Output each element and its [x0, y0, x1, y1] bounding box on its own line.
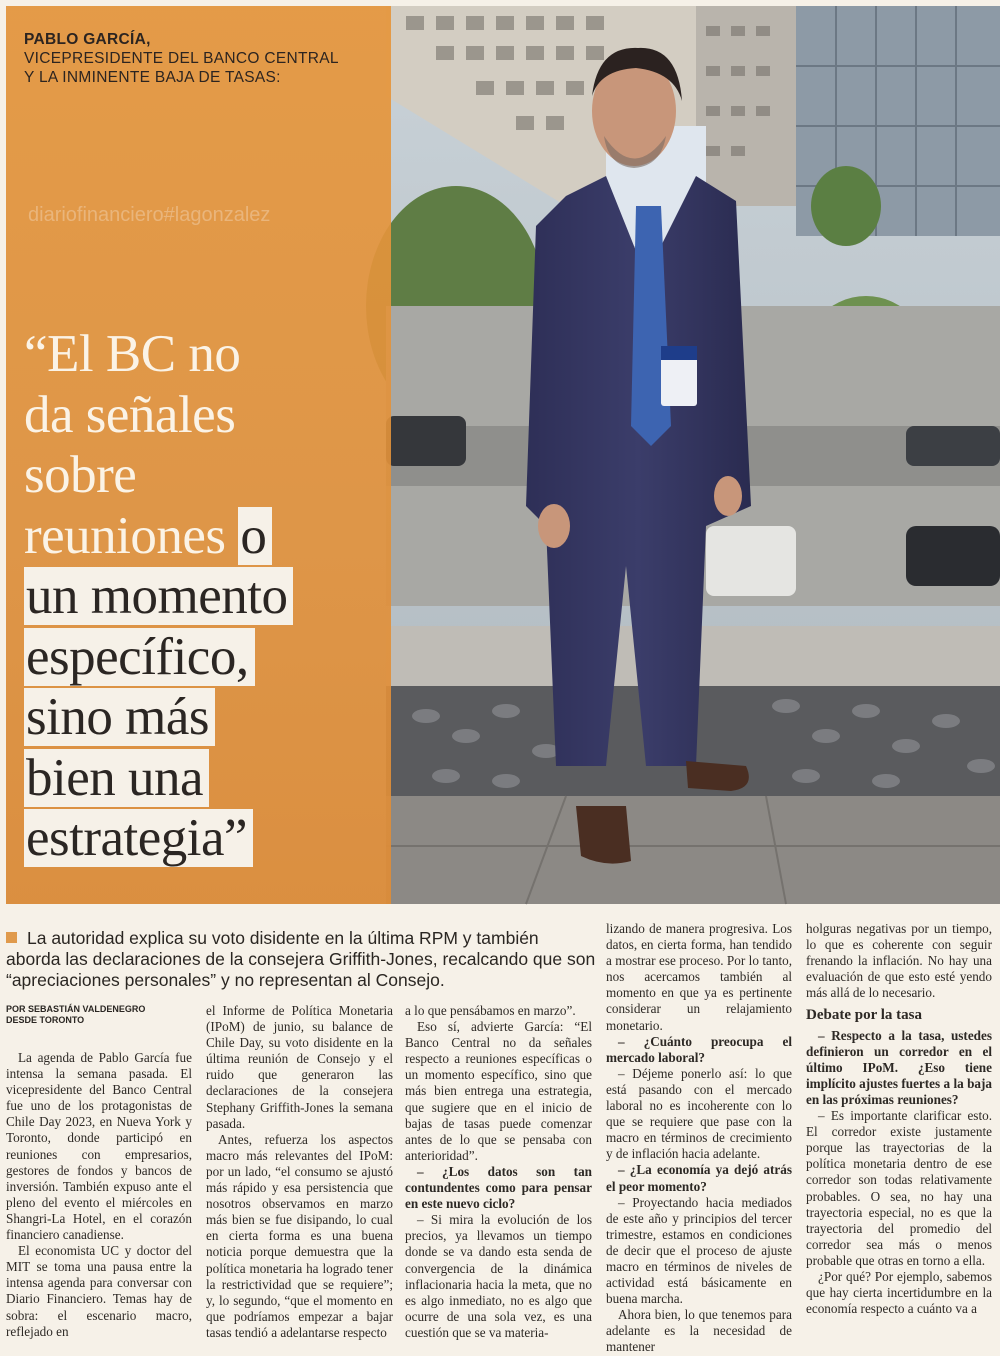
body-column-2: [206, 1003, 393, 1340]
headline-line: bien una: [24, 749, 209, 807]
byline-location: DESDE TORONTO: [6, 1015, 85, 1025]
paragraph: ¿Por qué? Por ejemplo, sabemos que hay cierta incertidumbre en la economía respecto a cuánto va a: [806, 1268, 992, 1317]
interviewee-role: VICEPRESIDENTE DEL BANCO CENTRAL: [24, 50, 339, 67]
paragraph: el Informe de Política Monetaria (IPoM) de junio, su balance de Chile Day, su voto disidente en la última reunión de Consejo y el ruido que generaron las declaraciones de la consejera Stephany Griffith-Jones la semana pasada.: [206, 1003, 393, 1131]
interview-answer: – Déjeme ponerlo así: lo que está pasando con el mercado laboral no es incoherente con lo que se requiere que pase con la macro en términos de crecimiento y de inflación hacia adelante.: [606, 1065, 792, 1162]
interviewee-name: PABLO GARCÍA,: [24, 31, 151, 48]
headline-line: sobre: [24, 446, 137, 504]
headline-line: [24, 506, 404, 567]
interview-question: – ¿Cuánto preocupa el mercado laboral?: [606, 1033, 792, 1065]
headline-line: sino más: [24, 688, 215, 746]
headline-line: estrategia”: [24, 809, 253, 867]
interview-question: – ¿Los datos son tan contundentes como para pensar en este nuevo ciclo?: [405, 1163, 592, 1212]
dek-text: La autoridad explica su voto disidente en la última RPM y también aborda las declaraciones de la consejera Griffith-Jones, recalcando que son “apreciaciones personales” y no representan al Consejo.: [6, 928, 596, 990]
paragraph: Eso sí, advierte García: “El Banco Central no da señales respecto a reuniones específicas o un momento específico, sino que más bien entrega una estrategia, que sugiere que en el inicio de bajas de tasas puede comenzar antes de lo que se pensaba con anterioridad”.: [405, 1019, 592, 1163]
paragraph: Ahora bien, lo que tenemos para adelante es la necesidad de mantener: [606, 1307, 792, 1355]
headline-line: un momento: [24, 567, 293, 625]
body-column-3: [405, 1003, 592, 1340]
paragraph: La agenda de Pablo García fue intensa la semana pasada. El vicepresidente del Banco Central fue uno de los protagonistas de Chile Day 2023, en Nueva York y Toronto, donde participó en reuniones con empresarios, gestores de fondos y bancos de inversión. También expuso ante el pleno del evento el miércoles en Shangri-La Hotel, en el corazón financiero canadiense.: [6, 1050, 192, 1243]
headline-word-dark: [226, 507, 273, 565]
headline-line-dark: [24, 808, 404, 869]
headline-line: específico,: [24, 628, 255, 686]
paragraph: a lo que pensábamos en marzo”.: [405, 1003, 576, 1018]
paragraph: Antes, refuerza los aspectos macro más relevantes del IPoM: por un lado, “el consumo se ajustó más rápido y esa persistencia que nosotros observamos en marzo más bien se fue disipando, lo cual en cierta forma es una buena noticia porque demuestra que la política monetaria ha logrado tener la restrictividad que se requiere”; y, lo segundo, “que el momento en que podríamos empezar a bajar tasas tendió a adelantarse respecto: [206, 1131, 393, 1340]
headline-line-dark: [24, 566, 404, 627]
headline-o-word: o: [238, 507, 272, 565]
body-column-5: [806, 921, 992, 1317]
body-column-4: [606, 921, 792, 1355]
section-subheading: Debate por la tasa: [806, 1007, 922, 1024]
interview-question: – Respecto a la tasa, ustedes definieron un corredor en el último IPoM. ¿Eso tiene implícito ajustes fuertes a la baja en las próximas reuniones?: [806, 1027, 992, 1107]
headline-line-dark: [24, 687, 404, 748]
interview-answer: – Proyectando hacia mediados de este año y principios del tercer trimestre, estamos en condiciones de decir que el proceso de ajuste macro en términos de niveles de actividad está básicamente en buena marcha.: [606, 1194, 792, 1307]
paragraph: El economista UC y doctor del MIT se toma una pausa entre la intensa agenda para conversar con Diario Financiero. Temas hay de sobra: el escenario macro, reflejado en: [6, 1243, 192, 1339]
hero-photo-section: [6, 6, 1000, 904]
paragraph: holguras negativas por un tiempo, lo que es coherente con seguir frenando la inflación. No hay una evaluación de que esto esté yendo más allá de lo necesario.: [806, 921, 992, 1001]
interview-answer: – Si mira la evolución de los precios, ya llevamos un tiempo donde se va dando esta senda de convergencia de la dinámica inflacionaria hacia la meta, que no es algo inmediato, no es algo que ocurre de una sola vez, es una cuestión que se va materia-: [405, 1212, 592, 1340]
square-bullet-icon: [6, 932, 17, 943]
paragraph: lizando de manera progresiva. Los datos, en cierta forma, han tendido a mostrar ese proceso. Por lo tanto, nos acercamos también al momento en que ya es pertinente considerar un relajamiento monetario.: [606, 921, 792, 1033]
headline-line: “El BC no: [24, 325, 241, 383]
byline-author: POR SEBASTIÁN VALDENEGRO: [6, 1004, 146, 1014]
headline-line: da señales: [24, 385, 236, 444]
interviewee-topic: Y LA INMINENTE BAJA DE TASAS:: [24, 69, 281, 86]
headline-line-dark: [24, 748, 404, 809]
watermark: diariofinanciero#lagonzalez: [28, 204, 271, 226]
dek-summary: [6, 928, 598, 991]
interview-question: – ¿La economía ya dejó atrás el peor momento?: [606, 1162, 792, 1194]
body-column-1: [6, 1050, 192, 1339]
kicker: [24, 30, 404, 87]
interview-answer: – Es importante clarificar esto. El corredor existe justamente porque las trayectorias de la política monetaria dentro de ese corredor son todas relativamente probables. O sea, no hay una trayectoria especial, no es que la trayectoria del promedio del corredor sea más o menos probable que otras en torno a ella.: [806, 1108, 992, 1268]
headline-quote: [24, 324, 404, 869]
headline-line-dark: [24, 627, 404, 688]
byline: [6, 1004, 206, 1026]
headline-word: reuniones: [24, 506, 226, 565]
